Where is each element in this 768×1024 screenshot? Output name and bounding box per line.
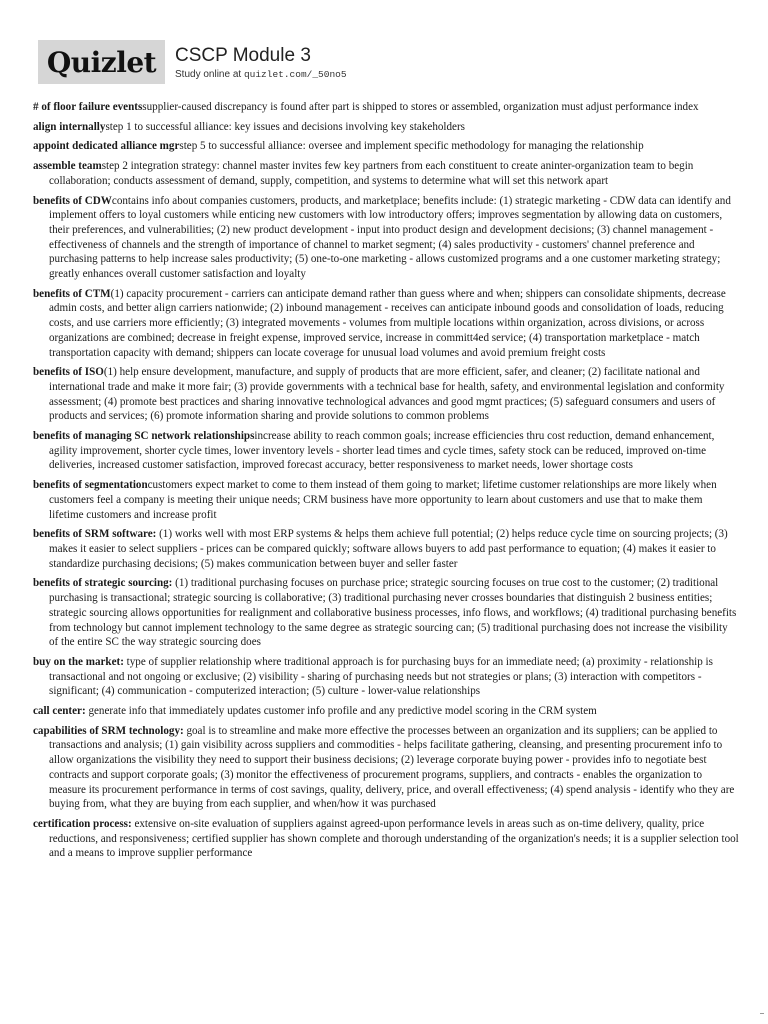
- entry-term: benefits of SRM software:: [33, 528, 157, 541]
- entry-term: appoint dedicated alliance mgr: [33, 140, 180, 153]
- flashcard-entry: [33, 478, 739, 522]
- entry-definition: extensive on-site evaluation of suppliers against agreed-upon performance levels in areas such as on-time delivery, quality, price reductions, and responsiveness; certified supplier has shown complete and thorough understanding of the organization's needs; it is a supplier selection tool and a means to improve supplier performance: [49, 817, 739, 860]
- flashcard-entry: [33, 576, 739, 650]
- entry-definition: step 1 to successful alliance: key issues and decisions involving key stakeholders: [105, 120, 465, 133]
- header: [38, 40, 347, 84]
- entry-term: benefits of strategic sourcing:: [33, 577, 173, 590]
- entry-term: capabilities of SRM technology:: [33, 724, 184, 737]
- entry-term: assemble team: [33, 160, 102, 173]
- entry-definition: (1) works well with most ERP systems & helps them achieve full potential; (2) helps reduce cycle time on sourcing projects; (3) makes it easier to select suppliers - prices can be compared quickly; software allows buyers to add past performance to equation; (4) makes it easier to standardize purchasing decisions; (5) makes communication between buyer and seller faster: [49, 528, 728, 570]
- quizlet-logo[interactable]: Quizlet: [38, 40, 165, 84]
- title-block: [175, 45, 347, 80]
- entry-term: benefits of managing SC network relationships: [33, 430, 255, 443]
- entry-definition: step 5 to successful alliance: oversee and implement specific methodology for managing the relationship: [179, 140, 644, 153]
- page-subtitle: [175, 69, 347, 80]
- entry-term: benefits of ISO: [33, 366, 104, 379]
- flashcard-entry: [33, 100, 739, 115]
- entry-term: # of floor failure events: [33, 101, 143, 113]
- entry-term: benefits of segmentation: [33, 479, 148, 492]
- entry-definition: (1) help ensure development, manufacture, and supply of products that are more efficient, safer, and cleaner; (2) facilitate national and international trade and make it more fair; (3) provide governments with a technical base for health, safety, and environmental legislation and conformity assessment; (4) promote best practices and sharing innovative technological advances and good mgmt practices; (5) safeguard consumers and users of products and services; (6) promote information sharing and provide solutions to common problems: [49, 366, 725, 423]
- flashcard-entry: [33, 159, 739, 188]
- flashcard-entry: [33, 194, 739, 282]
- entry-term: call center:: [33, 705, 86, 718]
- flashcard-entry: [33, 817, 739, 861]
- subtitle-prefix: Study online at: [175, 68, 244, 80]
- flashcard-entry: [33, 120, 739, 135]
- entry-definition: supplier-caused discrepancy is found after part is shipped to stores or assembled, organization must adjust performance index: [142, 101, 699, 113]
- subtitle-url[interactable]: quizlet.com/_50no5: [243, 68, 347, 80]
- flashcard-entry: [33, 139, 739, 154]
- entry-term: buy on the market:: [33, 655, 124, 668]
- entry-definition: type of supplier relationship where traditional approach is for purchasing buys for an immediate need; (a) proximity - relationship is transactional and not ongoing or exclusive; (2) visibility - sharing of purchasing needs but not strategies or plans; (3) interaction with competitors - significant; (4) communication - computerized interaction; (5) culture - lower-value relationships: [49, 655, 713, 698]
- flashcard-entry: [33, 365, 739, 424]
- entry-definition: (1) traditional purchasing focuses on purchase price; strategic sourcing focuses on true cost to the customer; (2) traditional purchasing is transactional; strategic sourcing is collaborative; (3) traditional purchasing never crosses boundaries that distinguish 2 business entities; strategic sourcing allows opportunities for realignment and collaborative business processes, info flows, and workflows; (4) traditional purchasing benefits from technology but cannot implement technology to the same degree as strategic sourcing can; (5) traditional purchasing does not increase the visibility of the entire SC the way strategic sourcing does: [49, 577, 737, 649]
- flashcard-entry: [33, 429, 739, 473]
- entry-definition: generate info that immediately updates customer info profile and any predictive model scoring in the CRM system: [85, 705, 597, 718]
- entry-term: certification process:: [33, 817, 132, 830]
- flashcard-list: [33, 100, 739, 866]
- entry-definition: goal is to streamline and make more effective the processes between an organization and its suppliers; can be applied to transactions and analysis; (1) gain visibility across suppliers and commodities - helps facilitate gathering, cleansing, and presenting procurement info to allow organizations the visibility they need to support their business decisions; (2) leverage corporate buying power - provides info to negotiate best contracts and support corporate goals; (3) monitor the effectiveness of procurement programs, suppliers, and contracts - enables the organization to measure its procurement performance in terms of cost savings, quality, delivery, price, and overall effectiveness; (4) spend analysis - identify who they are buying from, what they are buying from each supplier, and when/how it was purchased: [49, 724, 735, 811]
- entry-term: benefits of CTM: [33, 287, 111, 300]
- flashcard-entry: [33, 724, 739, 812]
- entry-term: benefits of CDW: [33, 194, 112, 207]
- entry-term: align internally: [33, 120, 106, 133]
- flashcard-entry: [33, 527, 739, 571]
- flashcard-entry: [33, 655, 739, 699]
- flashcard-entry: [33, 704, 739, 719]
- page-corner-mark: [760, 1013, 764, 1014]
- entry-definition: (1) capacity procurement - carriers can anticipate demand rather than guess where and when; shippers can consolidate shipments, decrease admin costs, and better align carriers nationwide; (2) inbound management - receives can anticipate inbound goods and consolidation of loads, reducing costs, and use carriers more efficiently; (3) integrated movements - volumes from multiple locations within organization, across divisions, or across organizations are combined; decrease in freight expense, improved service, increase in committ4ed service; (4) transportation marketplace - match transportation capacity with demand; shippers can locate coverage for unusual load volumes and avoid premium freight costs: [49, 287, 726, 359]
- entry-definition: step 2 integration strategy: channel master invites few key partners from each constituent to create aninter-organization team to begin collaboration; conducts assessment of demand, supply, competition, and systems to determine what will set this network apart: [49, 160, 694, 187]
- page-title: CSCP Module 3: [175, 44, 311, 66]
- entry-definition: contains info about companies customers, products, and marketplace; benefits include: (1) strategic marketing - CDW data can identify and implement offers to loyal customers while enticing new customers with low introductory offers; improves segmentation by allowing data on customers, their preferences, and vulnerabilities; (2) new product development - input into product design and development decisions; (3) channel management - effectiveness of channels and the strength of importance of channel to market segment; (4) sales productivity - customers' channel preference and purchasing patterns to help increase sales productivity; (5) one-to-one marketing - allows customized programs and a one customer marketing strategy; greatly enhances overall customer satisfaction and loyalty: [49, 194, 731, 281]
- entry-definition: increase ability to reach common goals; increase efficiencies thru cost reduction, demand enhancement, agility improvement, shorter cycle times, lower inventory levels - shorter lead times and cycle times, safety stock can be reduced, improved on-time deliveries, increased customer satisfaction, improved forecast accuracy, better responsiveness to market needs, lower shortage costs: [49, 430, 715, 472]
- flashcard-entry: [33, 287, 739, 361]
- entry-definition: customers expect market to come to them instead of them going to market; lifetime customer relationships are more likely when customers feel a company is meeting their unique needs; CRM business have more opportunity to learn about customers and use that to make them lifetime customers and increase profit: [49, 479, 717, 521]
